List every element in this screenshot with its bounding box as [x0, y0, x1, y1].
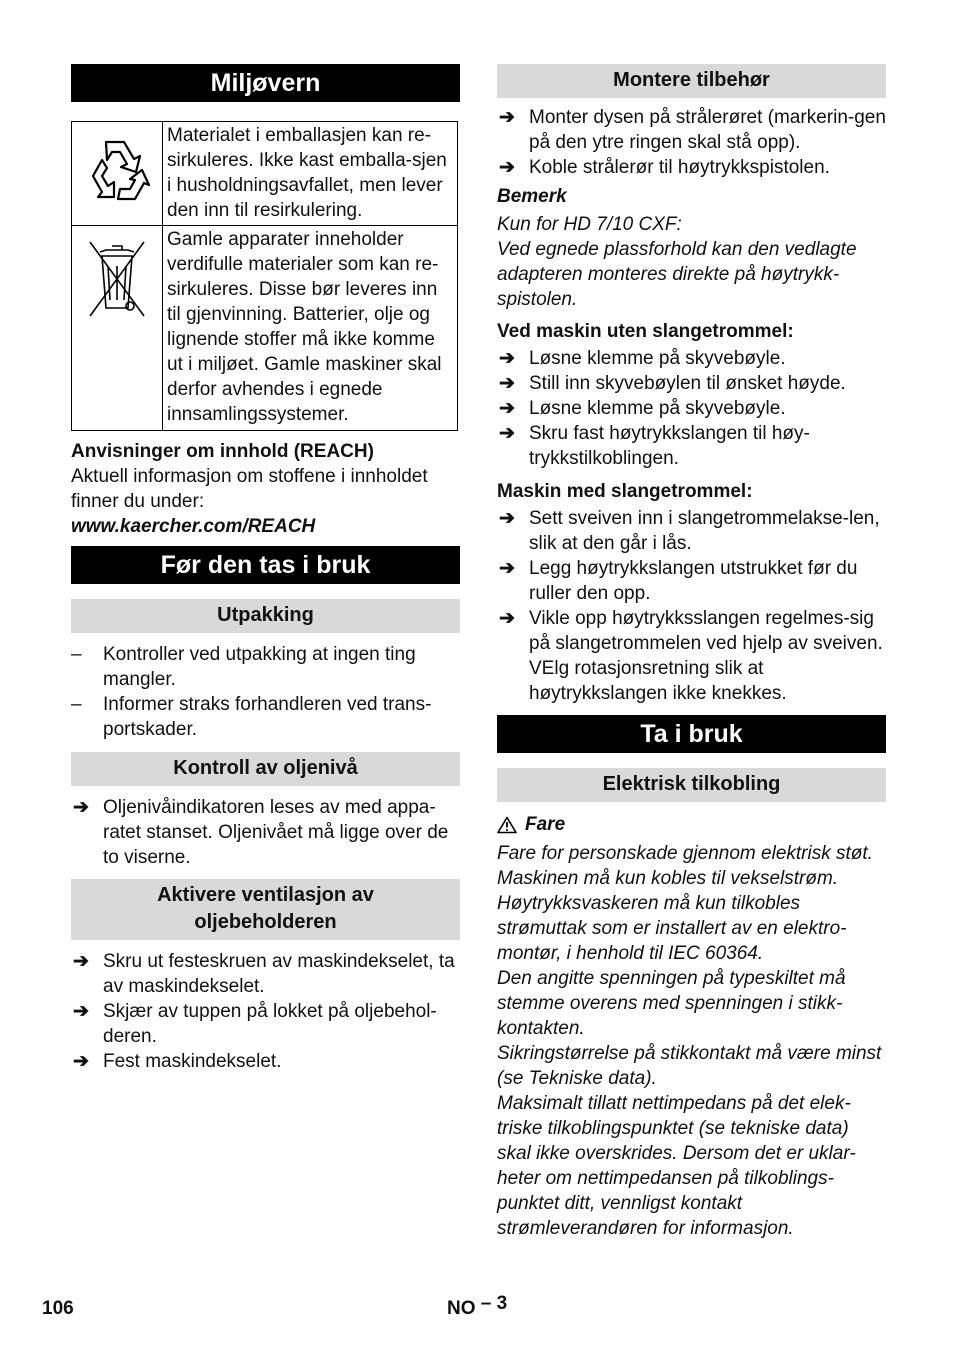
arrow-bullet-icon: ➔ — [499, 423, 515, 444]
language-code: NO — [447, 1298, 476, 1319]
arrow-bullet-icon: ➔ — [499, 398, 515, 419]
list-item — [497, 421, 886, 471]
list-item — [497, 506, 886, 556]
left-column — [71, 64, 460, 1074]
list-item-text: Oljenivåindikatoren leses av med appa-ratet stanset. Oljenivået må ligge over de to viserne. — [103, 797, 449, 868]
list-item — [497, 155, 886, 180]
reach-heading: Anvisninger om innhold (REACH) — [71, 441, 374, 462]
section-title-before-use: Før den tas i bruk — [71, 546, 460, 584]
environment-table — [71, 121, 458, 431]
ventilation-title-line-2: oljebeholderen — [194, 911, 337, 933]
weee-icon-cell — [72, 226, 163, 431]
list-item-text: Skjær av tuppen på lokket på oljebehol-deren. — [103, 1001, 437, 1047]
list-item — [71, 999, 460, 1049]
arrow-bullet-icon: ➔ — [499, 157, 515, 178]
list-item-text: Løsne klemme på skyvebøyle. — [529, 398, 786, 419]
dash-bullet: – — [71, 644, 82, 665]
list-item — [497, 606, 886, 706]
section-title-start-use: Ta i bruk — [497, 715, 886, 753]
reel-list — [497, 506, 886, 706]
list-item — [71, 642, 460, 692]
list-item — [497, 105, 886, 155]
danger-text: Fare for personskade gjennom elektrisk støt. Maskinen må kun kobles til vekselstrøm. Høytrykksvaskeren må kun tilkobles strømuttak som er installert av en elektro-montør, i henhold til IEC 60364. Den angitte spenningen på typeskiltet må stemme overens med spenningen i stikk-kontakten. Sikringstørrelse på stikkontakt må være minst (se Tekniske data). Maksimalt tillatt nettimpedans på det elek-triske tilkoblingspunktet (se tekniske data) skal ikke overskrides. Dersom det er uklar-heter om nettimpedansen på tilkoblings-punktet ditt, vennligst kontakt strømleverandøren for informasjon. — [497, 843, 882, 1239]
danger-heading — [497, 812, 886, 837]
list-item — [71, 949, 460, 999]
list-item — [497, 396, 886, 421]
subsection-title-mount-accessories: Montere tilbehør — [497, 64, 886, 98]
list-item-text: Koble strålerør til høytrykkspistolen. — [529, 157, 830, 178]
reel-heading: Maskin med slangetrommel: — [497, 481, 753, 502]
dash-bullet: – — [71, 694, 82, 715]
footer-language-page — [447, 1293, 508, 1320]
oil-level-list — [71, 795, 460, 870]
list-item-text: Still inn skyvebøylen til ønsket høyde. — [529, 373, 846, 394]
subsection-title-oil-level: Kontroll av oljenivå — [71, 752, 460, 786]
list-item-text: Vikle opp høytrykksslangen regelmes-sig på slangetrommelen ved hjelp av sveiven. VElg rotasjonsretning slik at høytrykkslangen ikke knekkes. — [529, 608, 883, 704]
list-item-text: Kontroller ved utpakking at ingen ting mangler. — [103, 644, 416, 690]
mount-list — [497, 105, 886, 180]
list-item — [497, 556, 886, 606]
page-number: 106 — [42, 1298, 74, 1319]
warning-triangle-icon — [497, 816, 517, 834]
recycle-icon — [80, 134, 154, 206]
section-title-miljovern: Miljøvern — [71, 64, 460, 102]
list-item — [71, 795, 460, 870]
arrow-bullet-icon: ➔ — [73, 1001, 89, 1022]
arrow-bullet-icon: ➔ — [499, 107, 515, 128]
arrow-bullet-icon: ➔ — [73, 951, 89, 972]
list-item — [497, 371, 886, 396]
list-item-text: Skru fast høytrykkslangen til høy-trykkstilkoblingen. — [529, 423, 810, 469]
note-line-2: Ved egnede plassforhold kan den vedlagte adapteren monteres direkte på høytrykk-spistolen. — [497, 239, 857, 310]
list-item-text: Skru ut festeskruen av maskindekselet, ta av maskindekselet. — [103, 951, 455, 997]
reach-text: Aktuell informasjon om stoffene i innholdet finner du under: — [71, 466, 428, 512]
right-column — [497, 64, 886, 1241]
reach-link[interactable]: www.kaercher.com/REACH — [71, 516, 316, 537]
no-reel-list — [497, 346, 886, 471]
crossed-bin-icon — [86, 238, 148, 318]
subsection-title-unpacking: Utpakking — [71, 599, 460, 633]
arrow-bullet-icon: ➔ — [73, 797, 89, 818]
danger-label: Fare — [525, 814, 566, 835]
arrow-bullet-icon: ➔ — [499, 373, 515, 394]
list-item-text: Legg høytrykkslangen utstrukket før du ruller den opp. — [529, 558, 858, 604]
list-item-text: Monter dysen på strålerøret (markerin-gen på den ytre ringen skal stå opp). — [529, 107, 886, 153]
ventilation-list — [71, 949, 460, 1074]
arrow-bullet-icon: ➔ — [499, 508, 515, 529]
subsection-title-electrical-connection: Elektrisk tilkobling — [497, 768, 886, 802]
section-page: – 3 — [480, 1293, 508, 1314]
no-reel-heading: Ved maskin uten slangetrommel: — [497, 321, 794, 342]
list-item-text: Informer straks forhandleren ved trans-portskader. — [103, 694, 432, 740]
arrow-bullet-icon: ➔ — [499, 558, 515, 579]
list-item — [71, 1049, 460, 1074]
arrow-bullet-icon: ➔ — [499, 348, 515, 369]
note-line-1: Kun for HD 7/10 CXF: — [497, 214, 682, 235]
arrow-bullet-icon: ➔ — [499, 608, 515, 629]
arrow-bullet-icon: ➔ — [73, 1051, 89, 1072]
unpacking-list — [71, 642, 460, 742]
list-item — [71, 692, 460, 742]
recycle-icon-cell — [72, 122, 163, 226]
subsection-title-ventilation — [71, 879, 460, 940]
list-item-text: Fest maskindekselet. — [103, 1051, 282, 1072]
recycle-text: Materialet i emballasjen kan re-sirkuleres. Ikke kast emballa-sjen i husholdningsavfallet, men lever den inn til resirkulering. — [163, 122, 458, 226]
weee-text: Gamle apparater inneholder verdifulle materialer som kan re-sirkuleres. Disse bør leveres inn til gjenvinning. Batterier, olje og lignende stoffer må ikke komme ut i miljøet. Gamle maskiner skal derfor avhendes i egnede innsamlingssystemer. — [163, 226, 458, 431]
list-item-text: Sett sveiven inn i slangetrommelakse-len, slik at den går i lås. — [529, 508, 880, 554]
list-item-text: Løsne klemme på skyvebøyle. — [529, 348, 786, 369]
note-label: Bemerk — [497, 186, 567, 207]
list-item — [497, 346, 886, 371]
ventilation-title-line-1: Aktivere ventilasjon av — [157, 884, 374, 906]
